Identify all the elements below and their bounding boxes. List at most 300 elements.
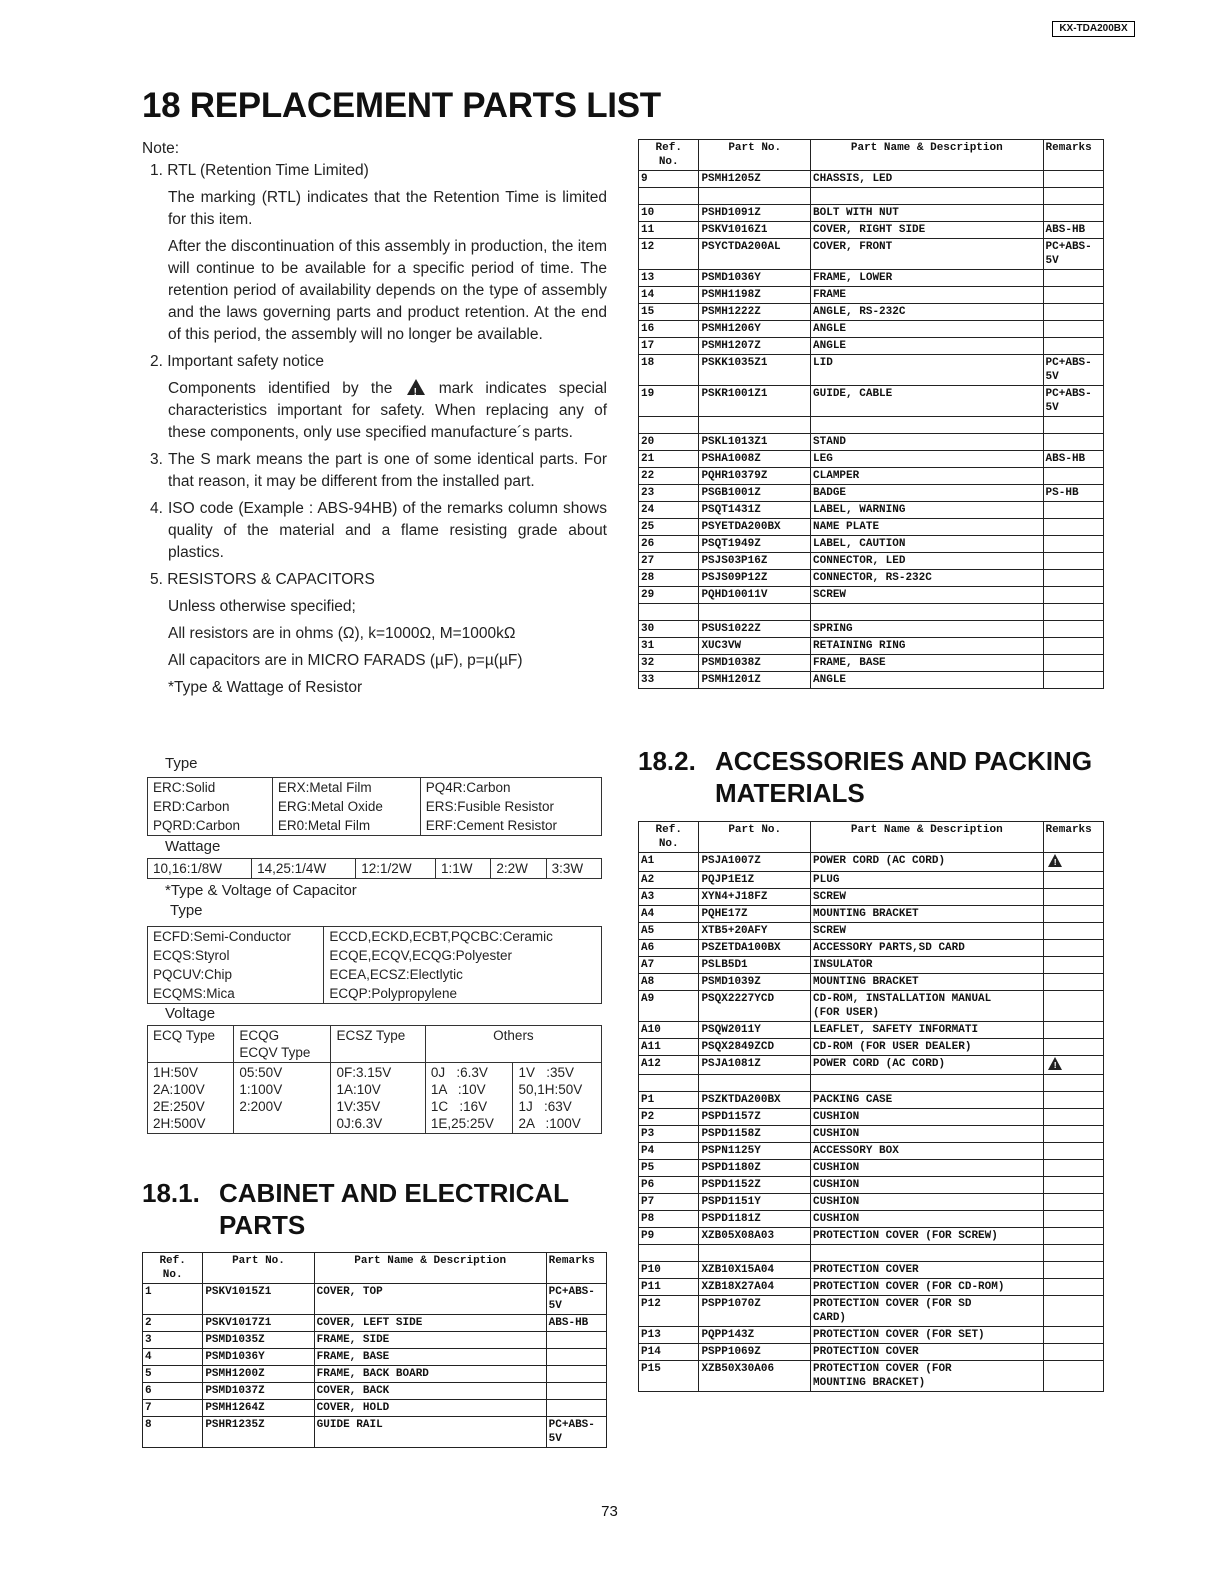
table-row [639, 287, 1104, 304]
description-cell: CD-ROM, INSTALLATION MANUAL (FOR USER) [811, 991, 1044, 1022]
note-2a-post: mark indicates special characteristics important for safety. When replacing any of these components, only use specified manufacture´s parts. [168, 380, 607, 441]
description-cell: MOUNTING BRACKET [811, 906, 1044, 923]
part-no-cell: PSPD1157Z [699, 1109, 811, 1126]
table-row [148, 927, 602, 947]
table-row [639, 1075, 1104, 1092]
remarks-cell [1043, 991, 1103, 1022]
ref-no-cell: 23 [639, 485, 699, 502]
description-cell: GUIDE RAIL [314, 1417, 546, 1448]
ref-no-cell: A10 [639, 1022, 699, 1039]
resistor-type-cell: ERC:Solid [148, 778, 273, 798]
table-row [639, 502, 1104, 519]
description-cell: BADGE [811, 485, 1044, 502]
table-row [143, 1284, 607, 1315]
description-cell: POWER CORD (AC CORD) [811, 853, 1044, 872]
ref-no-cell: A3 [639, 889, 699, 906]
remarks-cell: PC+ABS- 5V [546, 1284, 606, 1315]
table-row [143, 1366, 607, 1383]
remarks-cell [1043, 872, 1103, 889]
note-1: 1. RTL (Retention Time Limited) [150, 162, 369, 179]
table-row [639, 386, 1104, 417]
part-no-cell: PSMD1035Z [203, 1332, 314, 1349]
part-no-cell: PSQT1949Z [699, 536, 811, 553]
table-row [148, 778, 602, 798]
description-cell [811, 417, 1044, 434]
part-no-cell: PSQT1431Z [699, 502, 811, 519]
column-header: Part No. [203, 1253, 314, 1284]
resistor-type-cell: ER0:Metal Film [272, 816, 420, 836]
note-5d: *Type & Wattage of Resistor [168, 679, 363, 696]
table-row [639, 604, 1104, 621]
remarks-cell [1043, 553, 1103, 570]
part-no-cell: PSJS03P16Z [699, 553, 811, 570]
resistor-type-cell: ERX:Metal Film [272, 778, 420, 798]
table-row [639, 1160, 1104, 1177]
table-row [143, 1383, 607, 1400]
ref-no-cell: 24 [639, 502, 699, 519]
part-no-cell: PSQX2227YCD [699, 991, 811, 1022]
remarks-cell [1043, 974, 1103, 991]
table-row [639, 587, 1104, 604]
description-cell: PROTECTION COVER (FOR MOUNTING BRACKET) [811, 1361, 1044, 1392]
ref-no-cell: 21 [639, 451, 699, 468]
section-18-1-number: 18.1. [142, 1178, 200, 1208]
remarks-cell: PC+ABS- 5V [1043, 355, 1103, 386]
column-header: Ref. No. [143, 1253, 203, 1284]
part-no-cell: PSMH1222Z [699, 304, 811, 321]
description-cell: BOLT WITH NUT [811, 205, 1044, 222]
ref-no-cell: 14 [639, 287, 699, 304]
remarks-cell: PS-HB [1043, 485, 1103, 502]
description-cell [811, 1245, 1044, 1262]
voltage-cell: 05:50V 1:100V 2:200V [234, 1063, 331, 1134]
capacitor-type-cell: ECFD:Semi-Conductor [148, 927, 324, 947]
part-no-cell: XZB50X30A06 [699, 1361, 811, 1392]
ref-no-cell: 10 [639, 205, 699, 222]
part-no-cell: PSKR1001Z1 [699, 386, 811, 417]
table-row [639, 1022, 1104, 1039]
remarks-cell [1043, 417, 1103, 434]
remarks-cell [1043, 502, 1103, 519]
description-cell: ACCESSORY PARTS,SD CARD [811, 940, 1044, 957]
table-row [639, 321, 1104, 338]
remarks-cell [1043, 321, 1103, 338]
ref-no-cell: 28 [639, 570, 699, 587]
ref-no-cell: 3 [143, 1332, 203, 1349]
column-header: Remarks [546, 1253, 606, 1284]
remarks-cell [1043, 889, 1103, 906]
remarks-cell [1043, 853, 1103, 872]
description-cell: CUSHION [811, 1177, 1044, 1194]
capacitor-type-cell: ECEA,ECSZ:Electlytic [324, 965, 602, 984]
part-no-cell: PSJA1007Z [699, 853, 811, 872]
part-no-cell: XTB5+20AFY [699, 923, 811, 940]
remarks-cell [1043, 1245, 1103, 1262]
voltage-cell: 1H:50V 2A:100V 2E:250V 2H:500V [148, 1063, 234, 1134]
table-row [143, 1349, 607, 1366]
ref-no-cell: P6 [639, 1177, 699, 1194]
ref-no-cell: 9 [639, 171, 699, 188]
ref-no-cell: 25 [639, 519, 699, 536]
remarks-cell [1043, 621, 1103, 638]
description-cell: ANGLE [811, 321, 1044, 338]
capacitor-type-cell: ECQS:Styrol [148, 946, 324, 965]
ref-no-cell: P12 [639, 1296, 699, 1327]
description-cell: SCREW [811, 889, 1044, 906]
part-no-cell: PSMD1036Y [203, 1349, 314, 1366]
table-row [148, 797, 602, 816]
part-no-cell: PSPD1180Z [699, 1160, 811, 1177]
part-no-cell: PSMH1206Y [699, 321, 811, 338]
table-row [639, 188, 1104, 205]
resistor-wattage-label: Wattage [165, 838, 221, 855]
description-cell: NAME PLATE [811, 519, 1044, 536]
remarks-cell [1043, 1092, 1103, 1109]
ref-no-cell: P4 [639, 1143, 699, 1160]
column-header: Ref. No. [639, 822, 699, 853]
ref-no-cell [639, 188, 699, 205]
warning-triangle-icon [407, 379, 425, 395]
table-row [639, 205, 1104, 222]
part-no-cell: XZB10X15A04 [699, 1262, 811, 1279]
part-no-cell [699, 417, 811, 434]
remarks-cell [1043, 923, 1103, 940]
remarks-cell [546, 1332, 606, 1349]
ref-no-cell: P11 [639, 1279, 699, 1296]
part-no-cell: PSPD1152Z [699, 1177, 811, 1194]
table-row [639, 1245, 1104, 1262]
part-no-cell: PSMD1038Z [699, 655, 811, 672]
part-no-cell: PQHE17Z [699, 906, 811, 923]
description-cell: CUSHION [811, 1126, 1044, 1143]
table-header-row [639, 822, 1104, 853]
notes-heading: Note: [142, 140, 180, 157]
ref-no-cell: A11 [639, 1039, 699, 1056]
column-header: Part Name & Description [314, 1253, 546, 1284]
ref-no-cell [639, 1075, 699, 1092]
part-no-cell: PSMH1201Z [699, 672, 811, 689]
note-1b: After the discontinuation of this assembly in production, the item will continue to be available for a specific period of time. The retention period of availability depends on the type of assembly and the laws governing parts and product retention. At the end of this period, the assembly will no longer be available. [168, 238, 607, 343]
section-18-1-title-line2: PARTS [219, 1210, 306, 1240]
ref-no-cell: 2 [143, 1315, 203, 1332]
part-no-cell: PSJS09P12Z [699, 570, 811, 587]
remarks-cell [1043, 270, 1103, 287]
remarks-cell: PC+ABS- 5V [1043, 239, 1103, 270]
ref-no-cell: P14 [639, 1344, 699, 1361]
table-row [639, 872, 1104, 889]
description-cell: CUSHION [811, 1194, 1044, 1211]
remarks-cell: ABS-HB [546, 1315, 606, 1332]
section-18-2-title-line2: MATERIALS [715, 778, 865, 808]
description-cell: PROTECTION COVER [811, 1262, 1044, 1279]
description-cell: ANGLE [811, 672, 1044, 689]
table-row [639, 536, 1104, 553]
description-cell: FRAME, LOWER [811, 270, 1044, 287]
wattage-cell: 12:1/2W [356, 859, 436, 879]
ref-no-cell: P15 [639, 1361, 699, 1392]
ref-no-cell: A5 [639, 923, 699, 940]
part-no-cell: PSPN1125Y [699, 1143, 811, 1160]
wattage-cell: 14,25:1/4W [252, 859, 356, 879]
ref-no-cell: 30 [639, 621, 699, 638]
description-cell: LABEL, CAUTION [811, 536, 1044, 553]
description-cell: PLUG [811, 872, 1044, 889]
table-header-row [143, 1253, 607, 1284]
description-cell: ANGLE [811, 338, 1044, 355]
description-cell: ANGLE, RS-232C [811, 304, 1044, 321]
part-no-cell: PSPP1070Z [699, 1296, 811, 1327]
resistor-type-label: Type [165, 755, 198, 772]
description-cell: PROTECTION COVER (FOR SD CARD) [811, 1296, 1044, 1327]
part-no-cell: PSPD1181Z [699, 1211, 811, 1228]
remarks-cell [1043, 1194, 1103, 1211]
remarks-cell [1043, 1075, 1103, 1092]
resistor-type-cell: ERF:Cement Resistor [420, 816, 601, 836]
table-row [639, 417, 1104, 434]
remarks-cell [1043, 906, 1103, 923]
description-cell: FRAME, BASE [314, 1349, 546, 1366]
column-header: Part Name & Description [811, 140, 1044, 171]
part-no-cell: PSMH1207Z [699, 338, 811, 355]
part-no-cell: PSKK1035Z1 [699, 355, 811, 386]
ref-no-cell: P5 [639, 1160, 699, 1177]
ref-no-cell: 29 [639, 587, 699, 604]
table-row [639, 923, 1104, 940]
table-row [639, 1262, 1104, 1279]
part-no-cell: PSHR1235Z [203, 1417, 314, 1448]
section-18-2-heading [638, 745, 1092, 809]
part-no-cell: PQHD10011V [699, 587, 811, 604]
note-5c: All capacitors are in MICRO FARADS (µF), p=µ(µF) [168, 652, 523, 669]
ref-no-cell: P9 [639, 1228, 699, 1245]
ref-no-cell: 17 [639, 338, 699, 355]
ref-no-cell: P7 [639, 1194, 699, 1211]
part-no-cell: PQHR10379Z [699, 468, 811, 485]
remarks-cell [1043, 205, 1103, 222]
ref-no-cell [639, 417, 699, 434]
ref-no-cell: 1 [143, 1284, 203, 1315]
description-cell: RETAINING RING [811, 638, 1044, 655]
remarks-cell [1043, 655, 1103, 672]
part-no-cell: PSZETDA100BX [699, 940, 811, 957]
remarks-cell [1043, 1056, 1103, 1075]
table-row [639, 621, 1104, 638]
table-row [639, 239, 1104, 270]
table-row [639, 1092, 1104, 1109]
remarks-cell [1043, 171, 1103, 188]
part-no-cell: PSHD1091Z [699, 205, 811, 222]
ref-no-cell: 7 [143, 1400, 203, 1417]
table-row [639, 974, 1104, 991]
remarks-cell [1043, 638, 1103, 655]
remarks-cell [1043, 940, 1103, 957]
table-row [639, 957, 1104, 974]
part-no-cell: PSKV1016Z1 [699, 222, 811, 239]
table-row [639, 1361, 1104, 1392]
part-no-cell [699, 1245, 811, 1262]
ref-no-cell: A8 [639, 974, 699, 991]
note-1a: The marking (RTL) indicates that the Retention Time is limited for this item. [168, 189, 607, 228]
ref-no-cell: P10 [639, 1262, 699, 1279]
model-number: KX-TDA200BX [1052, 21, 1135, 37]
table-row [639, 338, 1104, 355]
description-cell: COVER, TOP [314, 1284, 546, 1315]
description-cell: PACKING CASE [811, 1092, 1044, 1109]
resistor-type-cell: ERG:Metal Oxide [272, 797, 420, 816]
part-no-cell: PSJA1081Z [699, 1056, 811, 1075]
part-no-cell: PSLB5D1 [699, 957, 811, 974]
ref-no-cell: 13 [639, 270, 699, 287]
ref-no-cell: P1 [639, 1092, 699, 1109]
resistor-type-cell: ERS:Fusible Resistor [420, 797, 601, 816]
wattage-cell: 10,16:1/8W [148, 859, 252, 879]
description-cell: LABEL, WARNING [811, 502, 1044, 519]
description-cell: COVER, HOLD [314, 1400, 546, 1417]
part-no-cell: PSYETDA200BX [699, 519, 811, 536]
capacitor-heading: *Type & Voltage of Capacitor [165, 882, 357, 899]
remarks-cell [1043, 1109, 1103, 1126]
remarks-cell [1043, 957, 1103, 974]
description-cell: CONNECTOR, RS-232C [811, 570, 1044, 587]
table-row [639, 171, 1104, 188]
part-no-cell: PSQW2011Y [699, 1022, 811, 1039]
part-no-cell: PSMH1198Z [699, 287, 811, 304]
table-row [639, 1211, 1104, 1228]
part-no-cell: PSYCTDA200AL [699, 239, 811, 270]
part-no-cell: PSHA1008Z [699, 451, 811, 468]
part-no-cell: XUC3VW [699, 638, 811, 655]
table-row [639, 485, 1104, 502]
table-row [639, 304, 1104, 321]
table-row [639, 1143, 1104, 1160]
ref-no-cell: 11 [639, 222, 699, 239]
table-row [639, 991, 1104, 1022]
part-no-cell: PSZKTDA200BX [699, 1092, 811, 1109]
remarks-cell [1043, 188, 1103, 205]
ref-no-cell: 33 [639, 672, 699, 689]
table-row [639, 468, 1104, 485]
description-cell: STAND [811, 434, 1044, 451]
ref-no-cell: A1 [639, 853, 699, 872]
voltage-header-cell: ECSZ Type [331, 1026, 425, 1063]
description-cell: CLAMPER [811, 468, 1044, 485]
voltage-cell: 1V :35V 50,1H:50V 1J :63V 2A :100V [513, 1063, 602, 1134]
part-no-cell: PSKV1015Z1 [203, 1284, 314, 1315]
remarks-cell [1043, 1327, 1103, 1344]
part-no-cell: PSPD1158Z [699, 1126, 811, 1143]
description-cell: SCREW [811, 587, 1044, 604]
description-cell: GUIDE, CABLE [811, 386, 1044, 417]
description-cell: CUSHION [811, 1160, 1044, 1177]
part-no-cell: PSMH1205Z [699, 171, 811, 188]
ref-no-cell: A6 [639, 940, 699, 957]
remarks-cell [1043, 1039, 1103, 1056]
description-cell: FRAME, SIDE [314, 1332, 546, 1349]
ref-no-cell: 4 [143, 1349, 203, 1366]
ref-no-cell: 8 [143, 1417, 203, 1448]
description-cell: COVER, BACK [314, 1383, 546, 1400]
part-no-cell: PQPP143Z [699, 1327, 811, 1344]
description-cell: LEAFLET, SAFETY INFORMATI [811, 1022, 1044, 1039]
table-row [639, 451, 1104, 468]
remarks-cell [1043, 1022, 1103, 1039]
table-row [639, 570, 1104, 587]
section-18-2-title-line1: ACCESSORIES AND PACKING [715, 746, 1093, 776]
description-cell: FRAME [811, 287, 1044, 304]
remarks-cell [1043, 1177, 1103, 1194]
ref-no-cell: P3 [639, 1126, 699, 1143]
remarks-cell [1043, 1279, 1103, 1296]
remarks-cell: ABS-HB [1043, 451, 1103, 468]
page-title: 18 REPLACEMENT PARTS LIST [142, 86, 661, 125]
remarks-cell [1043, 587, 1103, 604]
voltage-header-cell: ECQ Type [148, 1026, 234, 1063]
table-row [639, 853, 1104, 872]
part-no-cell: PSMD1039Z [699, 974, 811, 991]
remarks-cell: PC+ABS- 5V [1043, 386, 1103, 417]
remarks-cell [546, 1383, 606, 1400]
capacitor-type-cell: ECQE,ECQV,ECQG:Polyester [324, 946, 602, 965]
description-cell: FRAME, BASE [811, 655, 1044, 672]
wattage-cell: 2:2W [491, 859, 546, 879]
remarks-cell: PC+ABS- 5V [546, 1417, 606, 1448]
ref-no-cell: A4 [639, 906, 699, 923]
table-row [639, 889, 1104, 906]
remarks-cell [1043, 519, 1103, 536]
remarks-cell [1043, 672, 1103, 689]
description-cell: LID [811, 355, 1044, 386]
table-row [639, 553, 1104, 570]
table-row [639, 1177, 1104, 1194]
note-4: 4. ISO code (Example : ABS-94HB) of the remarks column shows quality of the material and a flame resisting grade about plastics. [150, 500, 607, 561]
table-row [639, 1327, 1104, 1344]
part-no-cell: PSMH1264Z [203, 1400, 314, 1417]
voltage-cell: 0F:3.15V 1A:10V 1V:35V 0J:6.3V [331, 1063, 425, 1134]
ref-no-cell: 22 [639, 468, 699, 485]
description-cell: MOUNTING BRACKET [811, 974, 1044, 991]
ref-no-cell: 18 [639, 355, 699, 386]
table-row [639, 940, 1104, 957]
table-row [143, 1315, 607, 1332]
remarks-cell [1043, 1361, 1103, 1392]
part-no-cell: XZB18X27A04 [699, 1279, 811, 1296]
voltage-header-cell: ECQG ECQV Type [234, 1026, 331, 1063]
description-cell: COVER, FRONT [811, 239, 1044, 270]
voltage-cell: 0J :6.3V 1A :10V 1C :16V 1E,25:25V [425, 1063, 513, 1134]
table-row [148, 1063, 602, 1134]
column-header: Part No. [699, 140, 811, 171]
table-row [639, 1344, 1104, 1361]
cabinet-parts-table [142, 1252, 607, 1448]
ref-no-cell: 16 [639, 321, 699, 338]
capacitor-type-cell: ECQP:Polypropylene [324, 984, 602, 1004]
table-row [143, 1417, 607, 1448]
remarks-cell [1043, 287, 1103, 304]
ref-no-cell: P2 [639, 1109, 699, 1126]
table-row [639, 1126, 1104, 1143]
description-cell: PROTECTION COVER [811, 1344, 1044, 1361]
note-5b: All resistors are in ohms (Ω), k=1000Ω, M=1000kΩ [168, 625, 516, 642]
table-row [639, 1228, 1104, 1245]
remarks-cell [1043, 304, 1103, 321]
resistor-wattage-table [147, 858, 602, 879]
table-row [639, 1296, 1104, 1327]
description-cell: INSULATOR [811, 957, 1044, 974]
remarks-cell: ABS-HB [1043, 222, 1103, 239]
remarks-cell [1043, 1262, 1103, 1279]
description-cell [811, 188, 1044, 205]
description-cell [811, 604, 1044, 621]
